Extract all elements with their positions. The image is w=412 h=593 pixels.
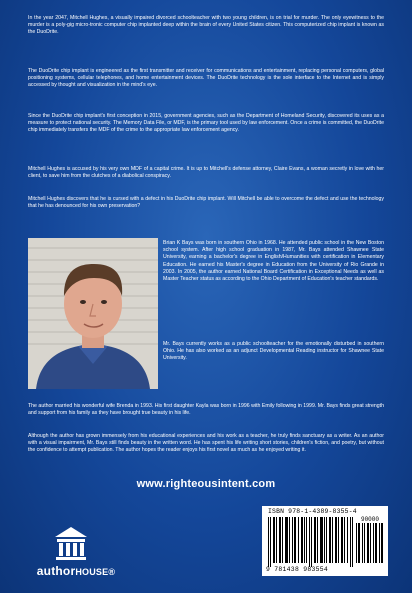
publisher-registered-mark: ® [108, 567, 116, 577]
website-url[interactable]: www.righteousintent.com [136, 478, 276, 490]
synopsis-paragraph-3: Since the DuoDrite chip implant's first conception in 2015, government agencies, such as the Department of Homeland Security, discovered its uses as a measure to protect national security. The Memory Data File, or MDF, is the primary tool used by law enforcement. Once a crime is committed, the DuoDrite chip immediately transfers the MDF of the crime to the appropriate law enforcement agency. [28, 113, 384, 134]
synopsis-paragraph-1: In the year 2047, Mitchell Hughes, a visually impaired divorced schoolteacher with two young children, is on trial for murder. The only eyewitness to the murder is a poly-gig micro-tronic computer chip implanted deep within the brain of every United States citizen. This computerized chip implant is known as the DuoDrite. [28, 15, 384, 36]
ean-barcode [268, 517, 354, 567]
synopsis-paragraph-5: Mitchell Hughes discovers that he is cursed with a defect in his DuoDrite chip implant. Will Mitchell be able to overcome the defect and use the technology that he has denounced for his own preservation? [28, 196, 384, 210]
author-photo [28, 238, 158, 389]
author-portrait-image [28, 238, 158, 389]
barcode-block [262, 506, 388, 576]
synopsis-paragraph-4: Mitchell Hughes is accused by his very own MDF of a capital crime. It is up to Mitchell's defense attorney, Claire Evans, a woman secretly in love with her client, to save him from the clutches of a diabolical conspiracy. [28, 166, 384, 180]
publisher-logo [26, 524, 146, 584]
addon-barcode [356, 523, 384, 563]
synopsis-paragraph-2: The DuoDrite chip implant is engineered as the first transmitter and receiver for communications and entertainment, replacing personal computers, global positioning systems, cellular telephones, and home entertainment devices. The DuoDrite technology is the sole interface to the Internet and is simply accessed by thought and visualization in the mind's eye. [28, 68, 384, 89]
publisher-name-pre: author [36, 564, 76, 578]
publisher-name [26, 564, 126, 578]
publisher-building-icon [52, 524, 90, 562]
bio-paragraph-2: Mr. Bays currently works as a public schoolteacher for the emotionally disturbed in southern Ohio. He has also worked as an adjunct Developmental Reading instructor for Shawnee State University. [163, 341, 384, 362]
bio-paragraph-3: The author married his wonderful wife Brenda in 1993. His first daughter Kayla was born in 1996 with Emily following in 1999. Mr. Bays finds great strength and support from his family as they have brought true beauty in his life. [28, 403, 384, 417]
isbn-number: ISBN 978-1-4389-8355-4 [268, 508, 357, 515]
ean-number: 9 781438 983554 [266, 566, 329, 573]
barcode-addon-number: 90000 [360, 516, 379, 523]
bio-paragraph-4: Although the author has grown immensely from his educational experiences and his work as a teacher, he truly finds sanctuary as a writer. As an author with a visual impairment, Mr. Bays still finds beauty in the written word. He has spent his life writing short stories, children's fiction, and poetry, but without the confidence to attempt publication. The author hopes the reader enjoys his first novel as much as he enjoyed writing it. [28, 433, 384, 454]
publisher-name-post: HOUSE [75, 567, 109, 577]
bio-paragraph-1: Brian K Bays was born in southern Ohio in 1968. He attended public school in the New Boston school system. After high school graduation in 1987, Mr. Bays attended Shawnee State University, earning a bachelor's degree in English/Humanities with certification in Elementary Education. He earned his Master's degree in Education from the University of Rio Grande in 2003. In 2005, the author earned National Board Certification in Exceptional Needs as well as Master Teacher status as according to the Ohio Department of Education's teacher standards. [163, 240, 384, 283]
